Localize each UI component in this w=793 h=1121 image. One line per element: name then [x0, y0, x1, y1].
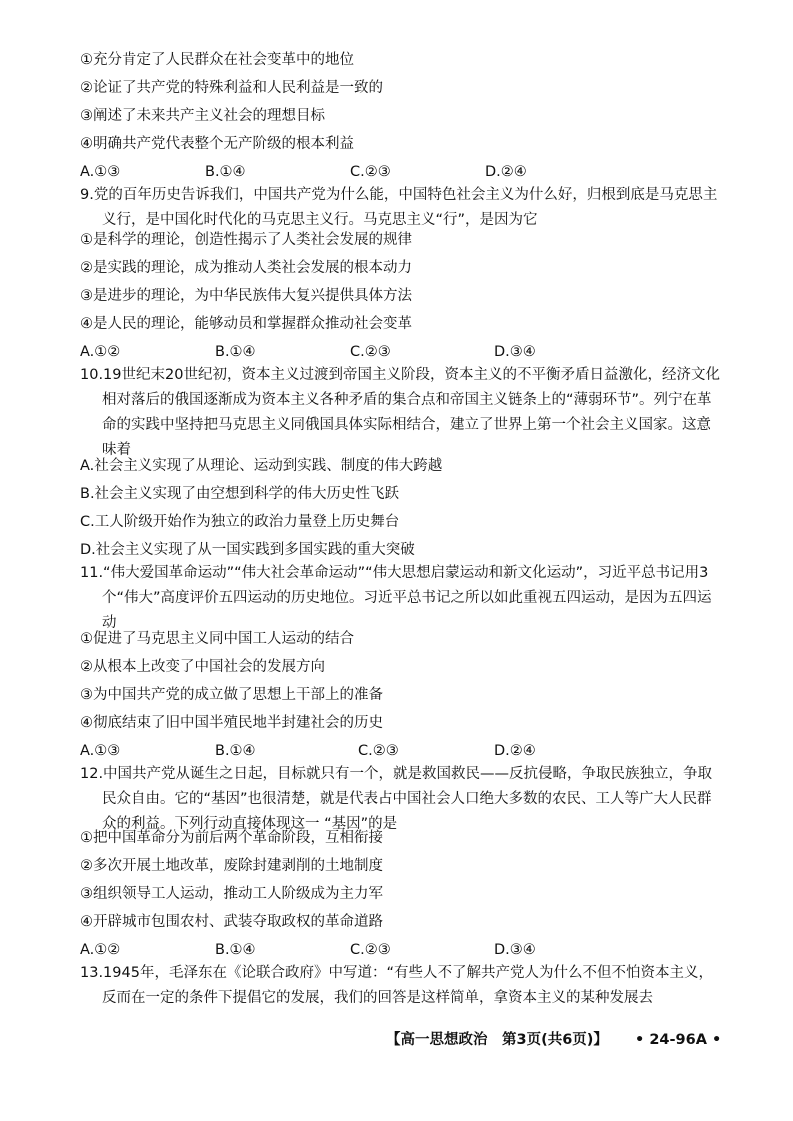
q10-option-b: B.社会主义实现了由空想到科学的伟大历史性飞跃: [80, 486, 400, 502]
q12-item-1: ①把中国革命分为前后两个革命阶段，互相衔接: [80, 830, 383, 846]
q9-stem: 9.党的百年历史告诉我们，中国共产党为什么能，中国特色社会主义为什么好，归根到底是马克思主义行，是中国化时代化的马克思主义行。马克思主义“行”，是因为它: [80, 187, 718, 228]
q11-option-d: D.②④: [494, 743, 536, 759]
paper-code: • 24-96A •: [635, 1032, 722, 1048]
q11-item-1: ①促进了马克思主义同中国工人运动的结合: [80, 631, 354, 647]
q9-option-d: D.③④: [494, 344, 536, 360]
q11-option-b: B.①④: [215, 743, 256, 759]
q8-option-d: D.②④: [485, 164, 527, 180]
q9-item-1: ①是科学的理论，创造性揭示了人类社会发展的规律: [80, 232, 412, 248]
q9-option-c: C.②③: [350, 344, 391, 360]
q11-stem: 11.“伟大爱国革命运动”“伟大社会革命运动”“伟大思想启蒙运动和新文化运动”，习近平总书记用3个“伟大”高度评价五四运动的历史地位。习近平总书记之所以如此重视五四运动，是因为五四运动: [80, 565, 712, 631]
q8-item-4: ④明确共产党代表整个无产阶级的根本利益: [80, 136, 354, 152]
q12-option-d: D.③④: [494, 942, 536, 958]
q10-block: [80, 363, 720, 463]
q12-item-3: ③组织领导工人运动，推动工人阶级成为主力军: [80, 886, 383, 902]
q13-stem: 13.1945年，毛泽东在《论联合政府》中写道：“有些人不了解共产党人为什么不但不怕资本主义，反而在一定的条件下提倡它的发展，我们的回答是这样简单，拿资本主义的某种发展去: [80, 965, 713, 1006]
q8-item-1: ①充分肯定了人民群众在社会变革中的地位: [80, 52, 354, 68]
q8-option-b: B.①④: [205, 164, 246, 180]
q11-item-4: ④彻底结束了旧中国半殖民地半封建社会的历史: [80, 715, 383, 731]
q8-option-c: C.②③: [350, 164, 391, 180]
q9-item-2: ②是实践的理论，成为推动人类社会发展的根本动力: [80, 260, 412, 276]
q12-block: [80, 762, 720, 837]
q11-option-a: A.①③: [80, 743, 121, 759]
q13-block: [80, 961, 720, 1011]
q9-item-4: ④是人民的理论，能够动员和掌握群众推动社会变革: [80, 316, 412, 332]
q9-block: [80, 183, 720, 233]
q9-option-a: A.①②: [80, 344, 121, 360]
q10-stem: 10.19世纪末20世纪初，资本主义过渡到帝国主义阶段，资本主义的不平衡矛盾日益激化，经济文化相对落后的俄国逐渐成为资本主义各种矛盾的集合点和帝国主义链条上的“薄弱环节”。列宁在革命的实践中坚持把马克思主义同俄国具体实际相结合，建立了世界上第一个社会主义国家。这意味着: [80, 367, 720, 458]
q12-item-2: ②多次开展土地改革，废除封建剥削的土地制度: [80, 858, 383, 874]
q11-option-c: C.②③: [358, 743, 399, 759]
q11-block: [80, 561, 720, 636]
q10-option-d: D.社会主义实现了从一国实践到多国实践的重大突破: [80, 542, 415, 558]
page-footer-title: 【高一思想政治 第3页(共6页)】: [386, 1032, 608, 1048]
q12-option-a: A.①②: [80, 942, 121, 958]
q9-item-3: ③是进步的理论，为中华民族伟大复兴提供具体方法: [80, 288, 412, 304]
q8-item-2: ②论证了共产党的特殊利益和人民利益是一致的: [80, 80, 383, 96]
q11-item-3: ③为中国共产党的成立做了思想上干部上的准备: [80, 687, 383, 703]
q10-option-c: C.工人阶级开始作为独立的政治力量登上历史舞台: [80, 514, 400, 530]
q12-option-c: C.②③: [350, 942, 391, 958]
q12-option-b: B.①④: [215, 942, 256, 958]
q8-option-a: A.①③: [80, 164, 121, 180]
q12-item-4: ④开辟城市包围农村、武装夺取政权的革命道路: [80, 914, 383, 930]
q9-option-b: B.①④: [215, 344, 256, 360]
q11-item-2: ②从根本上改变了中国社会的发展方向: [80, 659, 325, 675]
q12-stem: 12.中国共产党从诞生之日起，目标就只有一个，就是救国救民——反抗侵略，争取民族独立，争取民众自由。它的“基因”也很清楚，就是代表占中国社会人口绝大多数的农民、工人等广大人民群众的利益。下列行动直接体现这一 “基因”的是: [80, 766, 713, 832]
q8-item-3: ③阐述了未来共产主义社会的理想目标: [80, 108, 325, 124]
q10-option-a: A.社会主义实现了从理论、运动到实践、制度的伟大跨越: [80, 458, 443, 474]
